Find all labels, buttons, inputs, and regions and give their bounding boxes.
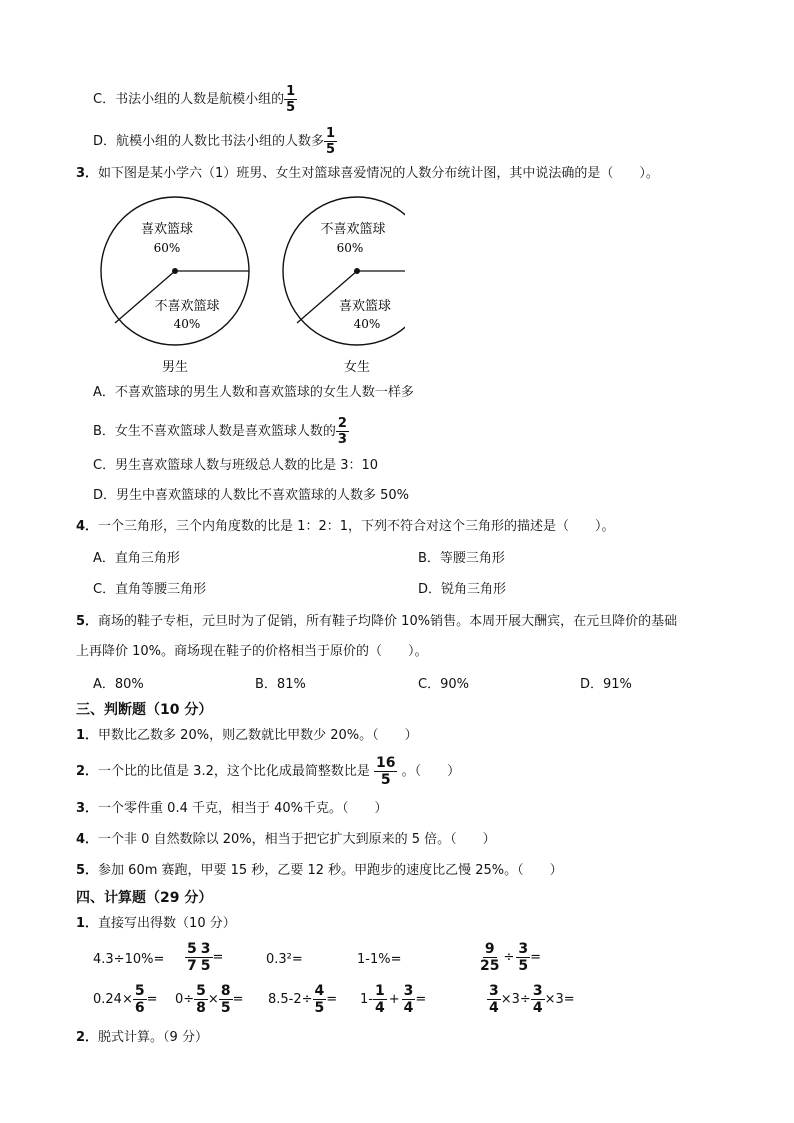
girls-pie-divider-left (297, 271, 357, 323)
option-text: D．航模小组的人数比书法小组的人数多 (93, 134, 325, 149)
numerator: 3 (532, 983, 543, 999)
question-text: 商场的鞋子专柜，元旦时为了促销，所有鞋子均降价 10%销售。本周开展大酬宾，在元旦降价的基础 (98, 614, 678, 629)
fraction (199, 942, 213, 973)
numerator: 1 (286, 84, 296, 99)
item-text-tail: 。（ ） (401, 764, 461, 779)
denominator: 5 (200, 958, 211, 974)
q3-option-c: C．男生喜欢篮球人数与班级总人数的比是 3：10 (93, 458, 379, 473)
denominator: 5 (326, 142, 336, 157)
calc-expr-4: 1-1%= (357, 952, 402, 967)
expr-head: 0.24× (93, 992, 133, 1007)
numerator: 16 (376, 755, 396, 771)
judge-item-4 (76, 831, 496, 849)
fraction (487, 984, 501, 1015)
equals-sign: = (415, 992, 427, 1007)
option-text: B．女生不喜欢篮球人数是喜欢篮球人数的 (93, 424, 336, 439)
denominator: 5 (518, 958, 529, 974)
item-number: 3． (76, 801, 99, 816)
item-text: 参加 60m 赛跑，甲要 15 秒，乙要 12 秒。甲跑步的速度比乙慢 25%。（ ） (98, 863, 563, 878)
girls-caption: 女生 (343, 360, 371, 375)
judge-item-3 (76, 800, 388, 818)
q3-option-d: D．男生中喜欢篮球的人数比不喜欢篮球的人数多 50% (93, 488, 410, 503)
denominator: 5 (286, 100, 296, 115)
operator: + (388, 992, 400, 1007)
calc-expr-7 (175, 984, 243, 1015)
numerator: 2 (337, 416, 347, 431)
section-4-title: 四、计算题（29 分） (76, 890, 213, 906)
question-text: 脱式计算。（9 分） (98, 1030, 208, 1045)
numerator: 1 (374, 983, 385, 999)
judge-item-1 (76, 727, 418, 745)
numerator: 3 (200, 941, 211, 957)
calc-expr-9 (360, 984, 426, 1015)
fraction (284, 85, 297, 114)
boys-pie-chart (101, 197, 249, 375)
item-number: 5． (76, 863, 99, 878)
numerator: 5 (187, 941, 197, 957)
calc-q2-title (76, 1029, 208, 1047)
item-text: 一个零件重 0.4 千克，相当于 40%千克。（ ） (98, 801, 388, 816)
fraction (478, 942, 501, 973)
item-text: 一个比的比值是 3.2，这个比化成最简整数比是 (98, 764, 370, 779)
boys-caption: 男生 (161, 360, 189, 375)
q2-option-c (93, 85, 297, 114)
question-number: 1． (76, 916, 99, 931)
denominator: 5 (314, 1000, 325, 1016)
expr-head: 8.5-2÷ (268, 992, 313, 1007)
calc-expr-5 (478, 942, 541, 973)
equals-sign: = (212, 950, 224, 965)
boys-top-pct: 60% (153, 241, 181, 255)
denominator: 4 (374, 1000, 385, 1016)
expr-head: 1- (360, 992, 373, 1007)
expr-tail: ×3= (544, 992, 575, 1007)
question-number: 5． (76, 614, 99, 629)
numerator: 3 (489, 983, 499, 999)
item-number: 2． (76, 764, 99, 779)
q5-stem-line2: 上再降价 10%。商场现在鞋子的价格相当于原价的（ ）。 (76, 644, 428, 659)
calc-expr-6 (93, 984, 158, 1015)
fraction (516, 942, 530, 973)
equals-sign: = (232, 992, 244, 1007)
q4-option-d: D．锐角三角形 (418, 582, 507, 597)
judge-item-2 (76, 756, 460, 788)
fraction (336, 417, 349, 446)
numerator: 4 (314, 983, 325, 999)
numerator: 3 (518, 941, 529, 957)
q5-option-b: B．81% (255, 677, 306, 692)
boys-pie-divider-left (115, 271, 175, 323)
denominator: 25 (480, 958, 500, 974)
fraction (373, 984, 387, 1015)
q4-option-a: A．直角三角形 (93, 551, 180, 566)
calc-expr-3: 0.3²= (266, 952, 303, 967)
expr-head: 0÷ (175, 992, 195, 1007)
boys-pie-center (172, 268, 178, 274)
fraction (531, 984, 545, 1015)
item-text: 甲数比乙数多 20%，则乙数就比甲数少 20%。（ ） (98, 728, 418, 743)
operator: × (207, 992, 219, 1007)
expr-middle: ×3÷ (500, 992, 531, 1007)
denominator: 5 (220, 1000, 231, 1016)
q4-stem (76, 518, 615, 536)
girls-top-pct: 60% (336, 241, 364, 255)
question-number: 3． (76, 166, 99, 181)
q3-option-a: A．不喜欢篮球的男生人数和喜欢篮球的女生人数一样多 (93, 385, 414, 400)
girls-pie-center (354, 268, 360, 274)
boys-top-label: 喜欢篮球 (140, 222, 194, 237)
numerator: 3 (403, 983, 414, 999)
numerator: 9 (484, 941, 495, 957)
girls-top-label: 不喜欢篮球 (320, 222, 386, 237)
numerator: 5 (134, 983, 145, 999)
numerator: 5 (196, 983, 206, 999)
calc-expr-10 (487, 984, 575, 1015)
girls-bottom-pct: 40% (353, 317, 381, 331)
fraction (185, 942, 199, 973)
item-text: 一个非 0 自然数除以 20%，相当于把它扩大到原来的 5 倍。（ ） (98, 832, 496, 847)
q3-stem (76, 165, 659, 183)
q3-option-b (93, 417, 349, 446)
q4-option-c: C．直角等腰三角形 (93, 582, 207, 597)
calc-expr-8 (268, 984, 337, 1015)
denominator: 5 (380, 772, 391, 788)
calc-expr-1: 4.3÷10%= (93, 952, 165, 967)
q4-option-b: B．等腰三角形 (418, 551, 505, 566)
pie-charts (95, 195, 405, 380)
item-number: 4． (76, 832, 99, 847)
boys-bottom-pct: 40% (173, 317, 201, 331)
girls-pie-chart (283, 197, 405, 375)
section-3-title: 三、判断题（10 分） (76, 702, 213, 718)
equals-sign: = (530, 950, 542, 965)
question-text: 如下图是某小学六（1）班男、女生对篮球喜爱情况的人数分布统计图，其中说法确的是（ ）。 (98, 166, 659, 181)
item-number: 1． (76, 728, 99, 743)
question-text: 一个三角形，三个内角度数的比是 1：2：1，下列不符合对这个三角形的描述是（ ）。 (98, 519, 615, 534)
fraction (194, 984, 208, 1015)
girls-bottom-label: 喜欢篮球 (338, 299, 392, 314)
denominator: 6 (134, 1000, 145, 1016)
fraction (324, 127, 337, 156)
numerator: 1 (326, 126, 336, 141)
judge-item-5 (76, 862, 563, 880)
q5-stem-line1 (76, 613, 677, 631)
q5-option-a: A．80% (93, 677, 144, 692)
calc-q1-title (76, 915, 236, 933)
denominator: 4 (403, 1000, 414, 1016)
denominator: 7 (187, 958, 197, 974)
denominator: 4 (532, 1000, 543, 1016)
denominator: 4 (489, 1000, 499, 1016)
q2-option-d (93, 127, 337, 156)
q5-option-d: D．91% (580, 677, 632, 692)
fraction (313, 984, 327, 1015)
question-number: 2． (76, 1030, 99, 1045)
operator: ÷ (503, 950, 515, 965)
denominator: 8 (196, 1000, 206, 1016)
fraction (374, 756, 397, 787)
fraction (402, 984, 416, 1015)
q5-option-c: C．90% (418, 677, 469, 692)
fraction (219, 984, 233, 1015)
question-text: 直接写出得数（10 分） (98, 916, 236, 931)
option-text: C．书法小组的人数是航模小组的 (93, 92, 285, 107)
boys-bottom-label: 不喜欢篮球 (154, 299, 220, 314)
question-number: 4． (76, 519, 99, 534)
fraction (133, 984, 147, 1015)
denominator: 3 (337, 432, 347, 447)
equals-sign: = (326, 992, 338, 1007)
equals-sign: = (146, 992, 158, 1007)
calc-expr-2 (185, 942, 223, 973)
numerator: 8 (220, 983, 231, 999)
